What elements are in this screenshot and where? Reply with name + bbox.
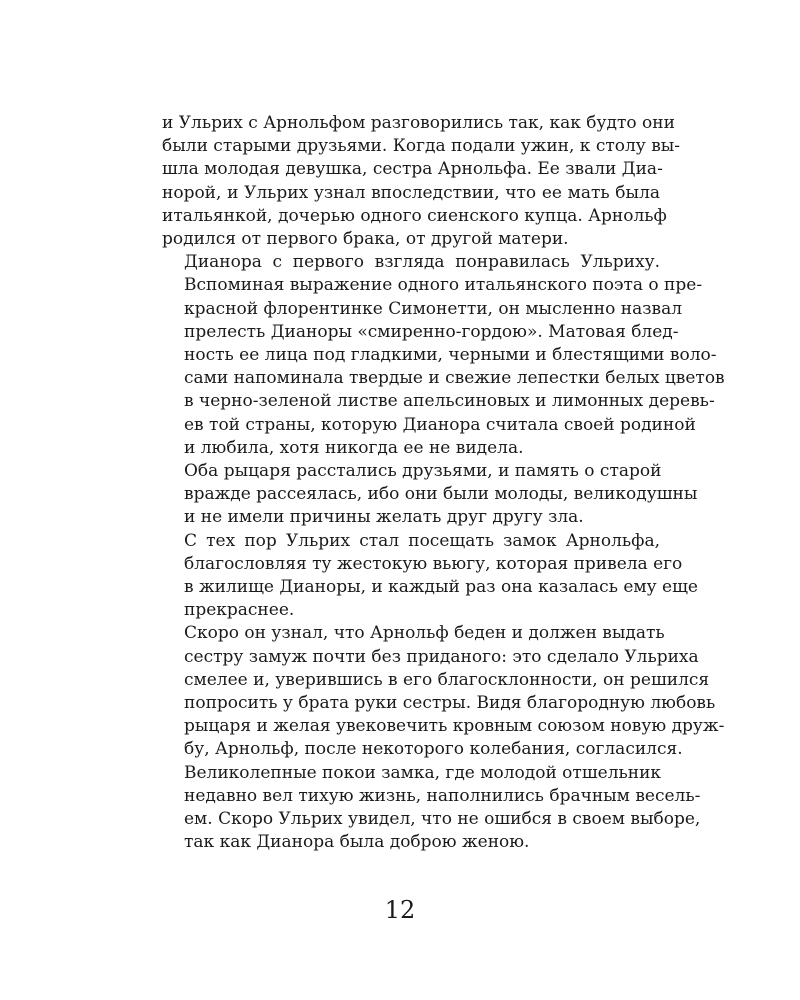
body-text	[162, 112, 725, 855]
page-number: 12	[384, 896, 416, 924]
text-line: Вспоминая выражение одного итальянского поэта о пре-	[184, 275, 703, 296]
text-line: ев той страны, которую Дианора считала своей родиной	[184, 414, 696, 435]
paragraph	[162, 622, 725, 761]
text-line: благословляя ту жестокую вьюгу, которая привела его	[184, 553, 683, 574]
paragraph	[162, 762, 701, 855]
paragraph	[162, 112, 681, 251]
text-line: сами напоминала твердые и свежие лепестки белых цветов	[184, 368, 725, 389]
text-line: С тех пор Ульрих стал посещать замок Арнольфа,	[184, 530, 660, 551]
text-line: Скоро он узнал, что Арнольф беден и должен выдать	[184, 623, 665, 644]
text-line: попросить у брата руки сестры. Видя благородную любовь	[184, 693, 716, 714]
paragraph	[162, 530, 698, 623]
text-line: сестру замуж почти без приданого: это сделало Ульриха	[184, 646, 699, 667]
paragraph	[162, 460, 698, 530]
text-line: родился от первого брака, от другой матери.	[162, 229, 569, 250]
paragraph	[162, 251, 725, 460]
text-line: шла молодая девушка, сестра Арнольфа. Ее звали Диа-	[162, 159, 663, 180]
text-line: и любила, хотя никогда ее не видела.	[184, 437, 524, 458]
text-line: Оба рыцаря расстались друзьями, и память о старой	[184, 461, 662, 482]
text-line: Дианора с первого взгляда понравилась Ульриху.	[184, 252, 660, 273]
text-line: смелее и, уверившись в его благосклонности, он решился	[184, 669, 710, 690]
text-line: бу, Арнольф, после некоторого колебания, согласился.	[184, 739, 683, 760]
text-line: норой, и Ульрих узнал впоследствии, что ее мать была	[162, 182, 660, 203]
text-line: и Ульрих с Арнольфом разговорились так, как будто они	[162, 113, 675, 133]
text-line: в жилище Дианоры, и каждый раз она казалась ему еще	[184, 577, 698, 598]
text-line: ем. Скоро Ульрих увидел, что не ошибся в своем выборе,	[184, 809, 701, 830]
text-line: красной флорентинке Симонетти, он мысленно назвал	[184, 298, 683, 319]
text-line: так как Дианора была доброю женою.	[184, 832, 530, 853]
text-line: прелесть Дианоры «смиренно-гордою». Матовая блед-	[184, 321, 679, 342]
text-line: вражде рассеялась, ибо они были молоды, великодушны	[184, 484, 698, 505]
text-line: в черно-зеленой листве апельсиновых и лимонных деревь-	[184, 391, 715, 412]
text-line: Великолепные покои замка, где молодой отшельник	[184, 762, 662, 783]
text-line: недавно вел тихую жизнь, наполнились брачным весель-	[184, 785, 701, 806]
text-line: и не имели причины желать друг другу зла.	[184, 507, 584, 528]
text-line: рыцаря и желая увековечить кровным союзом новую друж-	[184, 716, 725, 737]
text-line: итальянкой, дочерью одного сиенского купца. Арнольф	[162, 205, 667, 226]
text-line: прекраснее.	[184, 600, 295, 621]
text-line: были старыми друзьями. Когда подали ужин, к столу вы-	[162, 136, 681, 157]
text-line: ность ее лица под гладкими, черными и блестящими воло-	[184, 345, 717, 366]
